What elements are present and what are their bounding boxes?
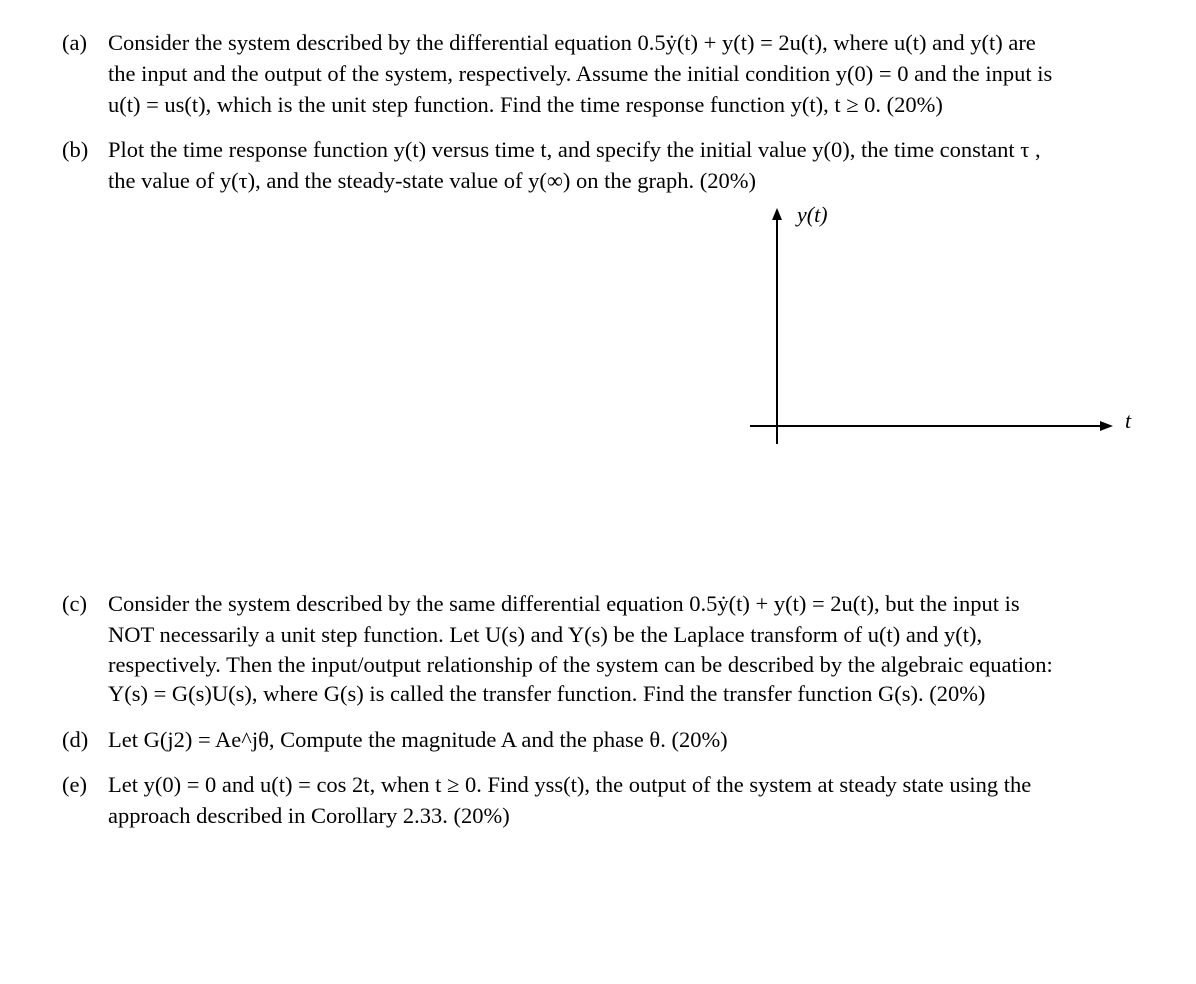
question-b-line-1: Plot the time response function y(t) versus time t, and specify the initial value y(0), the time constant τ , xyxy=(108,137,1041,162)
x-axis-arrowhead xyxy=(1100,421,1113,431)
question-c-line-1: Consider the system described by the same differential equation 0.5ẏ(t) + y(t) = 2u(t), but the input is xyxy=(108,591,1020,616)
question-c-line-4: Y(s) = G(s)U(s), where G(s) is called the transfer function. Find the transfer function G(s). (20%) xyxy=(108,681,986,706)
question-a-line-1: Consider the system described by the differential equation 0.5ẏ(t) + y(t) = 2u(t), where u(t) and y(t) are xyxy=(108,30,1036,55)
question-d-line-1: Let G(j2) = Ae^jθ, Compute the magnitude A and the phase θ. (20%) xyxy=(108,727,728,752)
axes-svg xyxy=(740,200,1160,450)
question-e-line-1: Let y(0) = 0 and u(t) = cos 2t, when t ≥ 0. Find yss(t), the output of the system at steady state using the xyxy=(108,772,1032,797)
question-c-label: (c) xyxy=(62,591,87,616)
y-axis-label: y(t) xyxy=(797,202,828,227)
question-e-label: (e) xyxy=(62,772,87,797)
question-d-label: (d) xyxy=(62,727,89,752)
response-plot-axes xyxy=(740,200,1160,450)
y-axis-arrowhead xyxy=(772,208,782,220)
question-b-label: (b) xyxy=(62,137,89,162)
question-c-line-2: NOT necessarily a unit step function. Let U(s) and Y(s) be the Laplace transform of u(t) and y(t), xyxy=(108,622,983,647)
question-a-label: (a) xyxy=(62,30,87,55)
question-a-line-3: u(t) = us(t), which is the unit step function. Find the time response function y(t), t ≥ 0. (20%) xyxy=(108,92,943,117)
question-a-line-2: the input and the output of the system, respectively. Assume the initial condition y(0) = 0 and the input is xyxy=(108,61,1053,86)
question-c-line-3: respectively. Then the input/output relationship of the system can be described by the algebraic equation: xyxy=(108,652,1053,677)
x-axis-label: t xyxy=(1125,408,1132,433)
question-e-line-2: approach described in Corollary 2.33. (20%) xyxy=(108,803,510,828)
question-b-line-2: the value of y(τ), and the steady-state value of y(∞) on the graph. (20%) xyxy=(108,168,756,193)
